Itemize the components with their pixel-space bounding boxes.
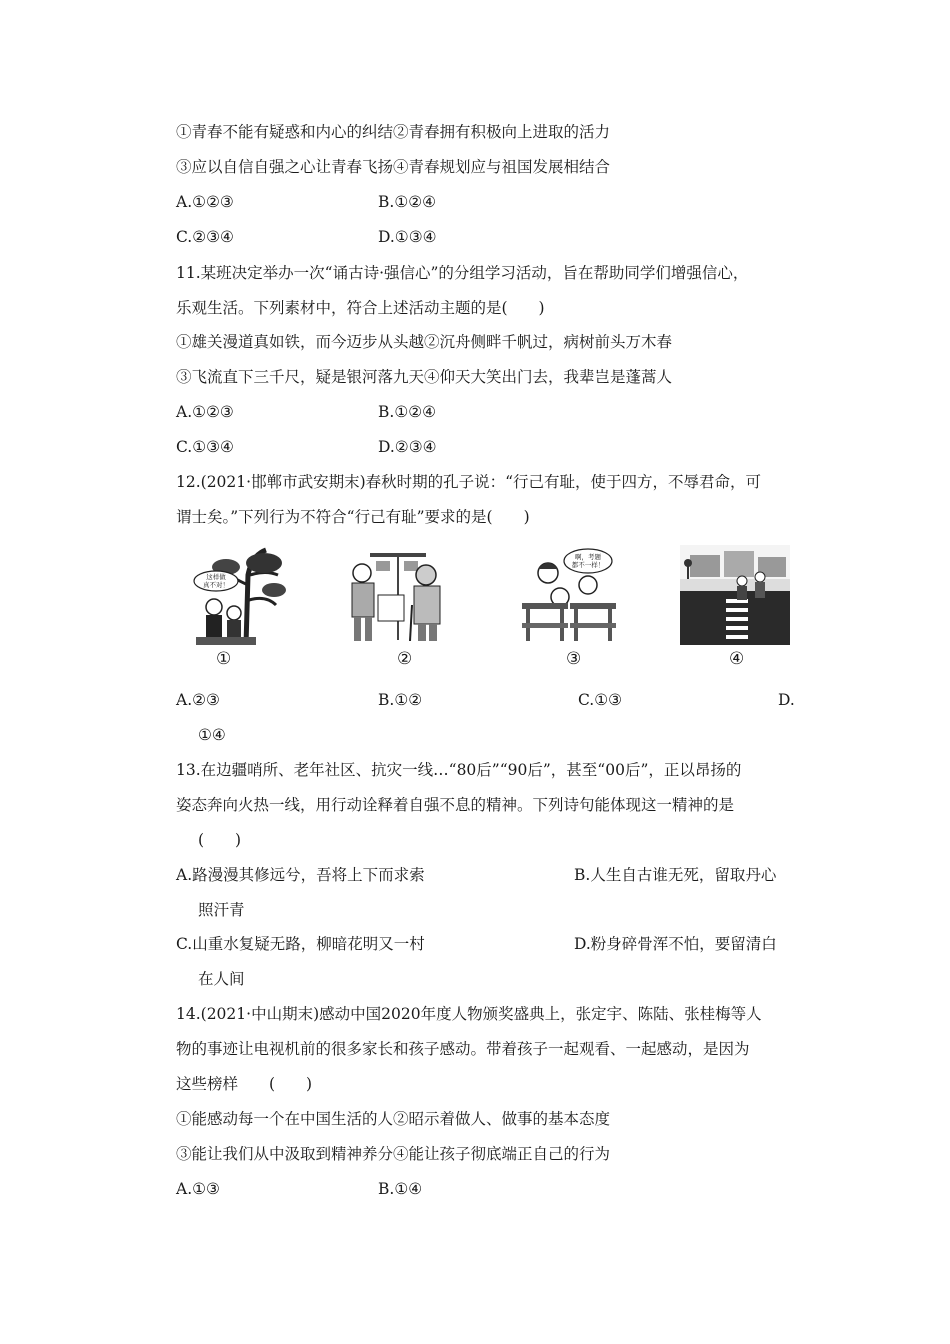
q12-stem-line-1: 12.(2021·邯郸市武安期末)春秋时期的孔子说：“行己有耻，使于四方，不辱君命，可 <box>176 473 762 491</box>
q13-option-d-continued: 在人间 <box>198 970 245 988</box>
q12-figure-3-bubble-line-1: 啊，考题 <box>575 553 601 561</box>
q10-option-c: C.②③④ <box>176 228 234 246</box>
q12-figure-2-label: ② <box>397 649 413 669</box>
q13-option-b: B.人生自古谁无死，留取丹心 <box>574 866 777 884</box>
q14-stem-line-2: 物的事迹让电视机前的很多家长和孩子感动。带着孩子一起观看、一起感动，是因为 <box>176 1040 750 1058</box>
q13-stem-line-1: 13.在边疆哨所、老年社区、抗灾一线…“80后”“90后”，甚至“00后”，正以昂扬的 <box>176 761 742 779</box>
q14-stem-line-3: 这些榜样 ( ) <box>176 1075 313 1093</box>
q10-statement-1: ①青春不能有疑惑和内心的纠结②青春拥有积极向上进取的活力 <box>176 123 611 141</box>
q11-option-b: B.①②④ <box>378 403 437 421</box>
q12-figure-1-bubble-line-1: 这样做 <box>206 573 226 581</box>
q12-stem-line-2: 谓士矣。”下列行为不符合“行己有耻”要求的是( ) <box>176 508 530 526</box>
q12-figure-3-illustration <box>510 545 620 645</box>
q12-figure-2-illustration <box>340 545 450 645</box>
q13-option-b-continued: 照汗青 <box>198 901 245 919</box>
q11-statement-2: ③飞流直下三千尺，疑是银河落九天④仰天大笑出门去，我辈岂是蓬蒿人 <box>176 368 673 386</box>
q10-statement-2: ③应以自信自强之心让青春飞扬④青春规划应与祖国发展相结合 <box>176 158 611 176</box>
q11-statement-1: ①雄关漫道真如铁，而今迈步从头越②沉舟侧畔千帆过，病树前头万木春 <box>176 333 673 351</box>
q12-option-b: B.①② <box>378 691 423 709</box>
q12-figure-3-bubble-line-2: 都不一样！ <box>571 561 605 569</box>
q13-option-a: A.路漫漫其修远兮，吾将上下而求索 <box>176 866 425 884</box>
q13-option-c: C.山重水复疑无路，柳暗花明又一村 <box>176 935 425 953</box>
q14-option-a: A.①③ <box>176 1180 220 1198</box>
q12-option-c: C.①③ <box>578 691 623 709</box>
q12-figure-1-label: ① <box>216 649 232 669</box>
q12-option-d: D. <box>778 691 795 709</box>
q10-option-a: A.①②③ <box>176 193 234 211</box>
q12-option-a: A.②③ <box>176 691 220 709</box>
q14-statement-2: ③能让我们从中汲取到精神养分④能让孩子彻底端正自己的行为 <box>176 1145 611 1163</box>
q14-stem-line-1: 14.(2021·中山期末)感动中国2020年度人物颁奖盛典上，张定宇、陈陆、张桂梅等人 <box>176 1005 762 1023</box>
q10-option-b: B.①②④ <box>378 193 437 211</box>
q11-stem-line-1: 11.某班决定举办一次“诵古诗·强信心”的分组学习活动，旨在帮助同学们增强信心， <box>176 264 749 282</box>
q14-statement-1: ①能感动每一个在中国生活的人②昭示着做人、做事的基本态度 <box>176 1110 611 1128</box>
q12-figure-3-label: ③ <box>566 649 582 669</box>
q12-figure-4-illustration <box>680 545 790 645</box>
q11-option-c: C.①③④ <box>176 438 234 456</box>
q11-option-a: A.①②③ <box>176 403 234 421</box>
q11-stem-line-2: 乐观生活。下列素材中，符合上述活动主题的是( ) <box>176 299 545 317</box>
q11-option-d: D.②③④ <box>378 438 437 456</box>
q12-option-d-continued: ①④ <box>198 726 226 744</box>
q12-figure-4-label: ④ <box>729 649 745 669</box>
q12-figure-1-illustration <box>186 545 296 645</box>
q13-stem-line-2: 姿态奔向火热一线，用行动诠释着自强不息的精神。下列诗句能体现这一精神的是 <box>176 796 735 814</box>
q13-stem-line-3: ( ) <box>198 831 242 849</box>
q10-option-d: D.①③④ <box>378 228 437 246</box>
q13-option-d: D.粉身碎骨浑不怕，要留清白 <box>574 935 777 953</box>
q12-figure-1-bubble-line-2: 真不对！ <box>203 581 229 589</box>
q14-option-b: B.①④ <box>378 1180 423 1198</box>
